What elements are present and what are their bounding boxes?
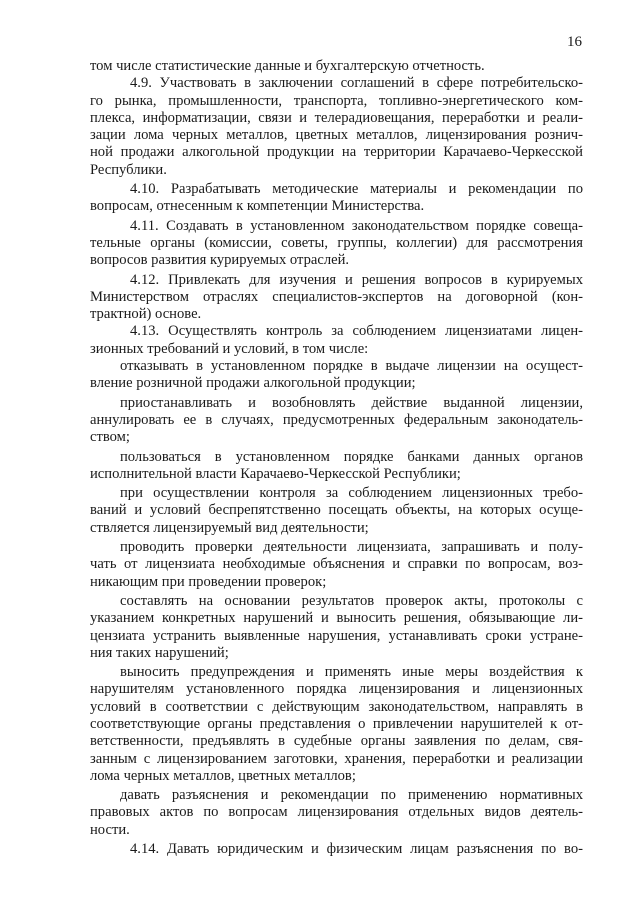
text-line: 4.11. Создавать в установленном законодательством порядке совеща-: [130, 217, 583, 234]
page-number: 16: [567, 34, 582, 50]
text-line: Министерством отраслях специалистов-экспертов на договорной (кон-: [90, 288, 583, 305]
text-line: 4.13. Осуществлять контроль за соблюдением лицензиатами лицен-: [130, 323, 583, 340]
text-line: занным с лицензированием заготовки, хранения, переработки и реализации: [90, 750, 583, 767]
text-line: лома черных металлов, цветных металлов;: [90, 767, 356, 784]
text-line: проводить проверки деятельности лицензиата, запрашивать и полу-: [120, 539, 583, 556]
text-line: тельные органы (комиссии, советы, группы, коллегии) для рассмотрения: [90, 234, 583, 251]
text-line: трактной) основе.: [90, 306, 202, 323]
text-line: отказывать в установленном порядке в выдаче лицензии на осущест-: [120, 358, 583, 375]
text-line: го рынка, промышленности, транспорта, топливно-энергетического ком-: [90, 92, 583, 109]
text-line: вление розничной продажи алкогольной продукции;: [90, 375, 416, 392]
text-line: ветственности, предъявлять в судебные органы заявления по делам, свя-: [90, 733, 583, 750]
text-line: пользоваться в установленном порядке банками данных органов: [120, 448, 583, 465]
text-line: никающим при проведении проверок;: [90, 573, 327, 590]
text-line: указанием конкретных нарушений и выносить решения, обязывающие ли-: [90, 610, 583, 627]
text-line: зации лома черных металлов, цветных металлов, лицензирования рознич-: [90, 127, 583, 144]
text-line: 4.10. Разрабатывать методические материалы и рекомендации по: [130, 181, 583, 198]
text-line: составлять на основании результатов проверок акты, протоколы с: [120, 592, 583, 609]
text-line: давать разъяснения и рекомендации по применению нормативных: [120, 787, 583, 804]
text-line: при осуществлении контроля за соблюдением лицензионных требо-: [120, 485, 583, 502]
document-body: [90, 58, 583, 858]
text-line: приостанавливать и возобновлять действие выданной лицензии,: [120, 394, 583, 411]
text-line: цензиата устранить выявленные нарушения, устанавливать сроки устране-: [90, 627, 583, 644]
text-line: ствляется лицензируемый вид деятельности;: [90, 519, 369, 536]
text-line: вопросов развития курируемых отраслей.: [90, 252, 350, 269]
text-line: ством;: [90, 429, 130, 446]
text-line: том числе статистические данные и бухгалтерскую отчетность.: [90, 58, 485, 74]
text-line: ности.: [90, 821, 130, 838]
text-line: 4.12. Привлекать для изучения и решения вопросов в курируемых: [130, 271, 583, 288]
text-line: выносить предупреждения и применять иные меры воздействия к: [120, 664, 583, 681]
text-line: ваний и условий беспрепятственно посещать объекты, на которых осуще-: [90, 502, 583, 519]
text-line: ной продажи алкогольной продукции на территории Карачаево-Черкесской: [90, 144, 583, 161]
text-line: зионных требований и условий, в том числе:: [90, 340, 369, 357]
text-line: 4.14. Давать юридическим и физическим лицам разъяснения по во-: [130, 841, 583, 858]
text-line: 4.9. Участвовать в заключении соглашений в сфере потребительско-: [130, 75, 583, 92]
text-line: соответствующие органы представления о привлечении нарушителей к от-: [90, 715, 583, 732]
text-line: Республики.: [90, 161, 167, 178]
text-line: аннулировать ее в случаях, предусмотренных федеральным законодатель-: [90, 411, 583, 428]
text-line: чать от лицензиата необходимые объяснения и справки по вопросам, воз-: [90, 556, 583, 573]
text-line: вопросам, отнесенным к компетенции Министерства.: [90, 198, 425, 215]
text-line: нарушителям установленного порядка лицензирования и лицензионных: [90, 681, 583, 698]
text-line: плекса, информатизации, связи и телерадиовещания, переработки и реали-: [90, 109, 583, 126]
text-line: правовых актов по вопросам лицензирования отдельных видов деятель-: [90, 804, 583, 821]
text-line: ния таких нарушений;: [90, 644, 229, 661]
text-line: исполнительной власти Карачаево-Черкесской Республики;: [90, 465, 461, 482]
text-line: условий в соответствии с действующим законодательством, направлять в: [90, 698, 583, 715]
